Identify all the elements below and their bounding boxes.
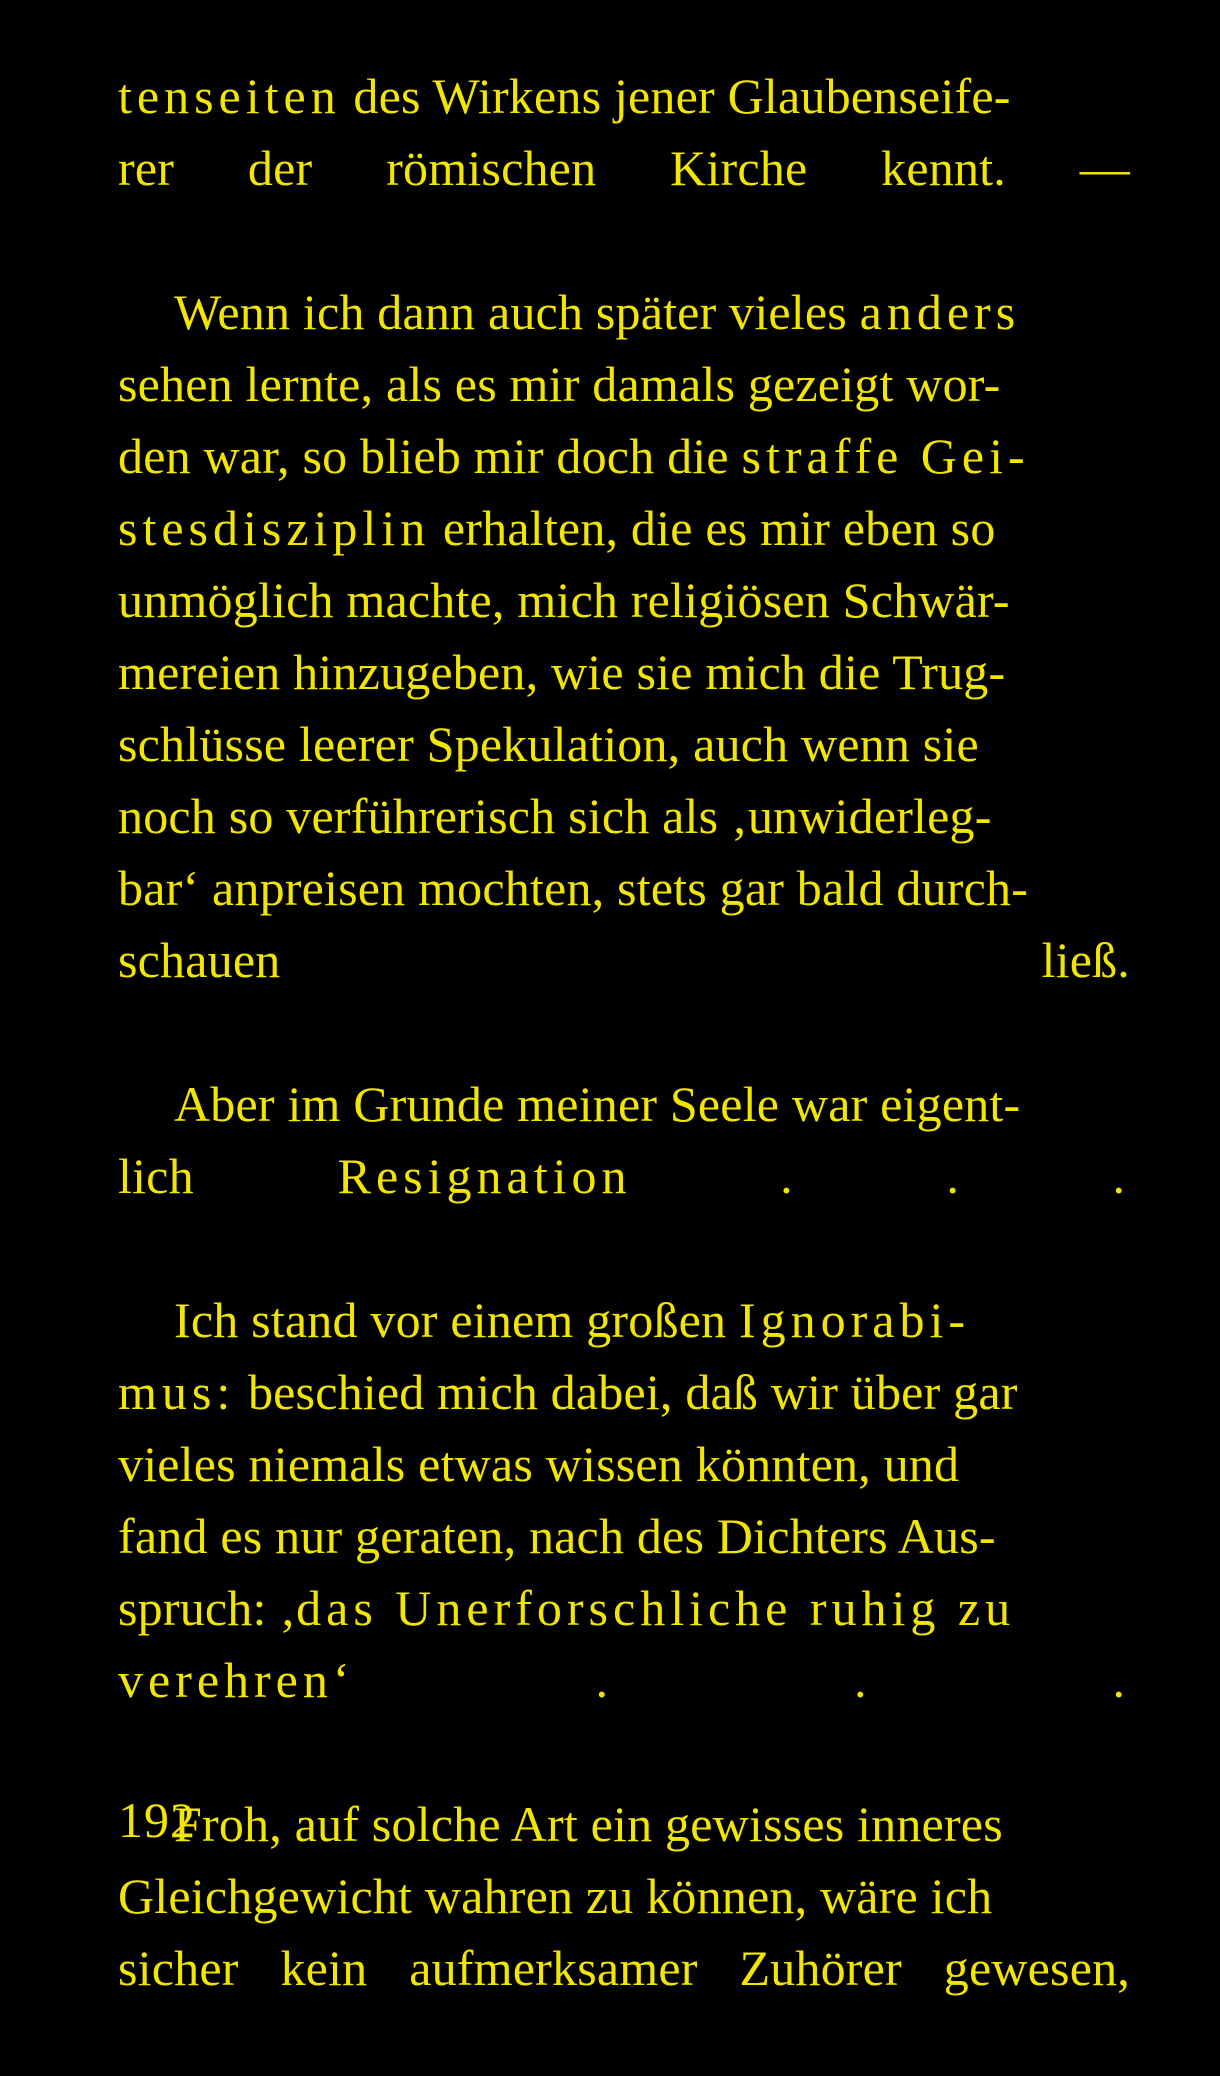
text-run: lich: [118, 1148, 338, 1204]
text-run: sicher kein aufmerksamer Zuhörer gewesen,: [118, 1940, 1130, 1996]
page-number: 192: [118, 1792, 196, 1848]
text-line: [174, 1292, 970, 1348]
text-line: [118, 356, 1000, 412]
text-line: [174, 1076, 1020, 1132]
text-line: [118, 1436, 959, 1492]
text-line: [118, 68, 1011, 124]
text-run: Wenn ich dann auch später vieles: [174, 284, 860, 340]
text-line: [118, 788, 992, 844]
paragraph: [118, 60, 1130, 276]
letterspaced-run: Ignorabi-: [738, 1292, 970, 1348]
text-run: Ich stand vor einem großen: [174, 1292, 739, 1348]
text-run: Aber im Grunde meiner Seele war eigent-: [174, 1076, 1021, 1132]
text-line: [118, 1580, 1015, 1636]
text-line: [118, 716, 979, 772]
text-run: schlüsse leerer Spekulation, auch wenn sie: [118, 716, 979, 772]
letterspaced-run: stesdisziplin: [118, 500, 431, 556]
text-line: [118, 428, 1030, 484]
text-line: [118, 1940, 1130, 1996]
body-text-column: [118, 60, 1130, 2076]
text-line: [118, 860, 1028, 916]
text-run: rer der römischen Kirche kennt. —: [118, 140, 1130, 196]
text-run: sehen lernte, als es mir damals gezeigt wor-: [118, 356, 1001, 412]
text-run: erhalten, die es mir eben so: [430, 500, 996, 556]
paragraph: [118, 276, 1130, 1068]
letterspaced-run: anders: [859, 284, 1021, 340]
text-line: [118, 1652, 1130, 1708]
paragraph: [118, 1284, 1130, 1788]
text-run: Froh, auf solche Art ein gewisses inneres: [174, 1796, 1003, 1852]
text-line: [174, 284, 1020, 340]
text-run: spruch: ‚: [118, 1580, 297, 1636]
paragraph: [118, 1788, 1130, 2076]
text-run: vieles niemals etwas wissen könnten, und: [118, 1436, 960, 1492]
letterspaced-run: straffe Gei-: [741, 428, 1030, 484]
text-run: noch so verführerisch sich als ‚unwiderleg-: [118, 788, 992, 844]
letterspaced-run: tenseiten: [118, 68, 341, 124]
text-run: mereien hinzugeben, wie sie mich die Trug-: [118, 644, 1006, 700]
text-run: unmöglich machte, mich religiösen Schwär-: [118, 572, 1010, 628]
text-line: [118, 140, 1130, 196]
text-line: [118, 932, 1130, 988]
letterspaced-run: mus:: [118, 1364, 236, 1420]
text-run: schauen ließ.: [118, 932, 1130, 988]
letterspaced-run: verehren‘ . . .: [118, 1652, 1130, 1708]
text-line: [118, 1508, 996, 1564]
text-line: [118, 1148, 1130, 1204]
text-run: des Wirkens jener Glaubenseife-: [340, 68, 1011, 124]
text-run: fand es nur geraten, nach des Dichters Aus-: [118, 1508, 996, 1564]
text-line: [118, 644, 1005, 700]
text-run: beschied mich dabei, daß wir über gar: [235, 1364, 1018, 1420]
text-line: [118, 572, 1010, 628]
text-run: Gleichgewicht wahren zu können, wäre ich: [118, 1868, 993, 1924]
letterspaced-run: das Unerforschliche ruhig zu: [296, 1580, 1016, 1636]
text-run: bar‘ anpreisen mochten, stets gar bald durch-: [118, 860, 1029, 916]
text-line: [174, 1796, 1003, 1852]
letterspaced-run: Resignation . . .: [337, 1148, 1130, 1204]
text-line: [118, 500, 996, 556]
text-run: den war, so blieb mir doch die: [118, 428, 742, 484]
text-line: [118, 1364, 1018, 1420]
text-line: [118, 1868, 992, 1924]
paragraph: [118, 1068, 1130, 1284]
